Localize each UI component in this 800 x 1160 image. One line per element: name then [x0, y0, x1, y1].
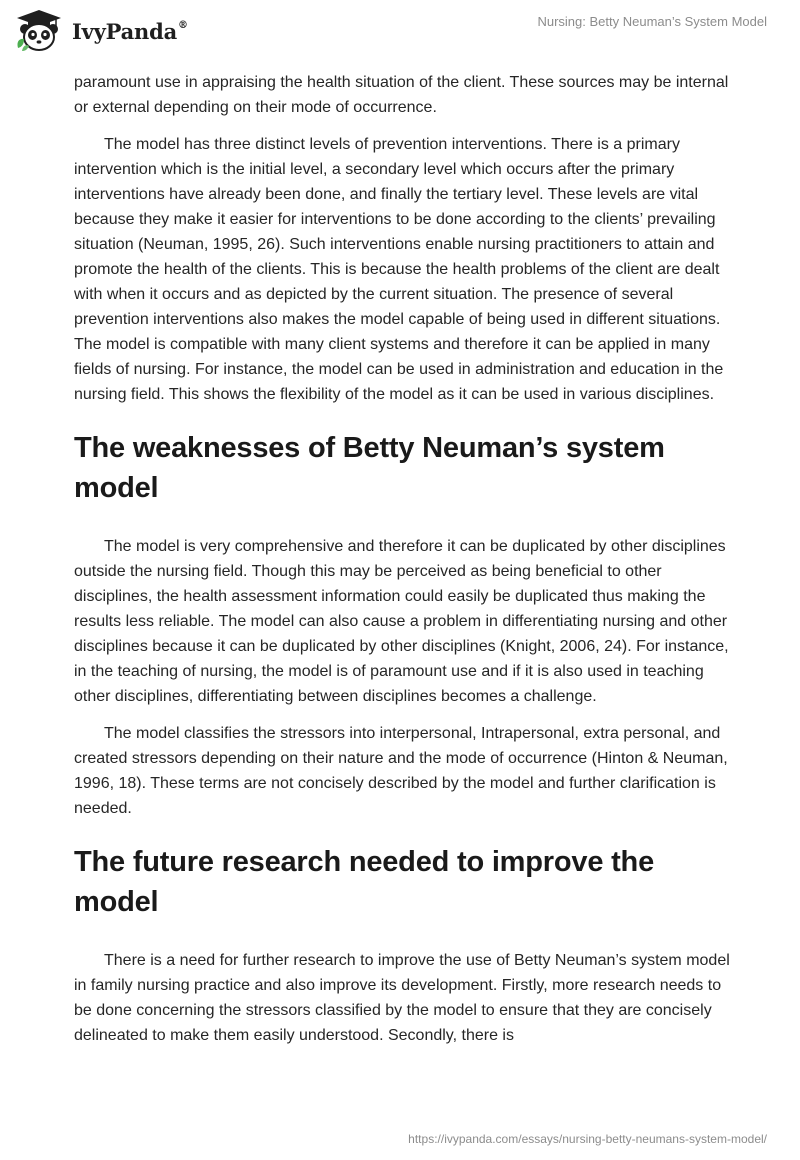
ivypanda-logo[interactable] [14, 8, 188, 52]
essay-body [74, 70, 734, 1060]
panda-graduate-icon [14, 8, 64, 52]
paragraph: There is a need for further research to improve the use of Betty Neuman’s system model in family nursing practice and also improve its development. Firstly, more research needs to be done concerning the stressors classified by the model to ensure that they are concisely delineated to make them easily understood. Secondly, there is [74, 952, 730, 1044]
registered-mark: ® [178, 19, 188, 31]
paragraph: paramount use in appraising the health situation of the client. These sources may be internal or external depending on their mode of occurrence. [74, 74, 729, 116]
source-url[interactable]: https://ivypanda.com/essays/nursing-betty-neumans-system-model/ [408, 1132, 767, 1146]
page-header [0, 0, 800, 70]
paragraph: The model classifies the stressors into interpersonal, Intrapersonal, extra personal, and created stressors depending on their nature and the mode of occurrence (Hinton & Neuman, 1996, 18). These terms are not concisely described by the model and further clarification is needed. [74, 725, 728, 817]
paragraph: The model is very comprehensive and therefore it can be duplicated by other disciplines outside the nursing field. Though this may be perceived as being beneficial to other disciplines, the health assessment information could easily be duplicated thus making the results less reliable. The model can also cause a problem in differentiating nursing and other disciplines because it can be duplicated by other disciplines (Knight, 2006, 24). For instance, in the teaching of nursing, the model is of paramount use and if it is also used in teaching other disciplines, differentiating between disciplines becomes a challenge. [74, 538, 729, 705]
section-heading: The future research needed to improve the model [74, 846, 654, 918]
paragraph: The model has three distinct levels of prevention interventions. There is a primary intervention which is the initial level, a secondary level which occurs after the primary interventions have already been done, and finally the tertiary level. These levels are vital because they make it easier for interventions to be done according to the clients’ prevailing situation (Neuman, 1995, 26). Such interventions enable nursing practitioners to attain and promote the health of the clients. This is because the health problems of the client are dealt with when it occurs and as depicted by the current situation. The presence of several prevention interventions also makes the model capable of being used in different situations. The model is compatible with many client systems and therefore it can be applied in many fields of nursing. For instance, the model can be used in administration and education in the nursing field. This shows the flexibility of the model as it can be used in various disciplines. [74, 136, 724, 403]
section-heading: The weaknesses of Betty Neuman’s system model [74, 432, 665, 504]
brand-name: IvyPanda® [72, 18, 188, 44]
document-title: Nursing: Betty Neuman’s System Model [537, 14, 767, 29]
